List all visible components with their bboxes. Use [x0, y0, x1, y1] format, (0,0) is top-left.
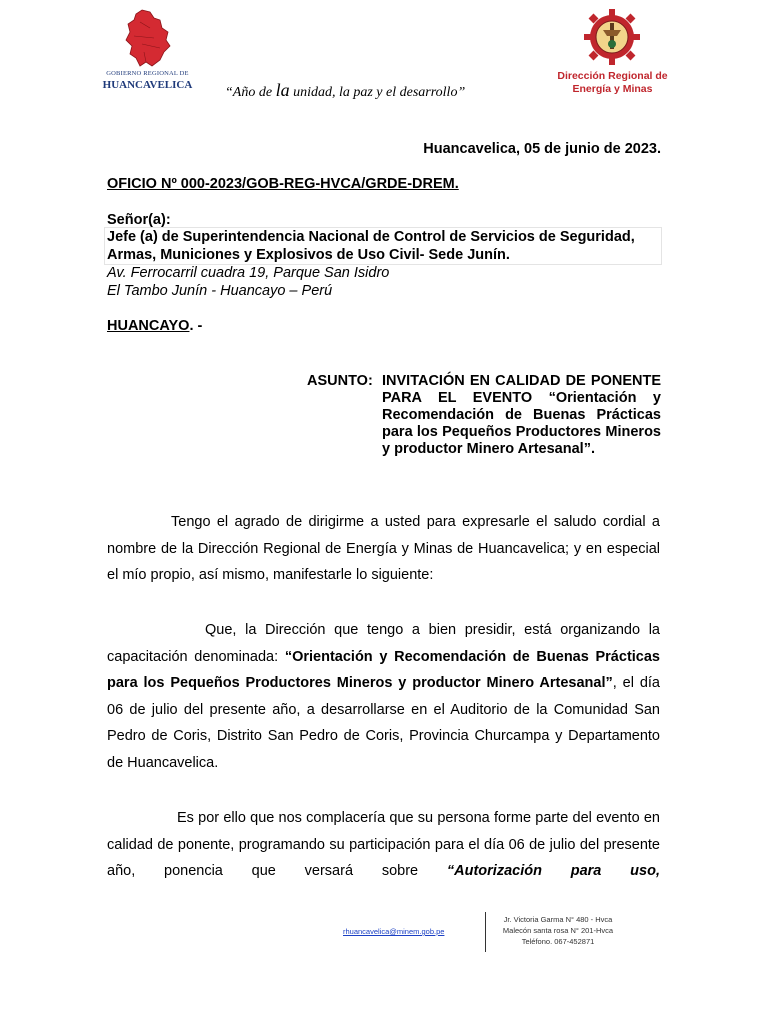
dept-name-line2: Energía y Minas — [572, 83, 653, 95]
dept-name — [555, 70, 670, 96]
city-suffix: . - — [189, 318, 203, 334]
footer-email-link[interactable]: rhuancavelica@minem.gob.pe — [343, 927, 445, 936]
motto-text-big: la — [275, 80, 290, 100]
address-line-1: Av. Ferrocarril cuadra 19, Parque San Isidro — [107, 265, 390, 281]
dept-name-line1: Dirección Regional de — [557, 70, 668, 82]
recipient-line-1: Jefe (a) de Superintendencia Nacional de Control de Servicios de Seguridad, — [107, 229, 635, 245]
gobierno-regional-logo — [100, 8, 195, 92]
huancavelica-map-icon — [120, 8, 176, 70]
paragraph-invitation-text: Es por ello que nos complacería que su persona forme parte del evento en calidad de ponente, programando su participación para el día 06 de julio del presente año, ponencia que versará sobre — [107, 810, 660, 879]
letter-date: Huancavelica, 05 de junio de 2023. — [423, 141, 661, 157]
footer-divider — [485, 912, 486, 952]
motto-text-1: “Año de — [225, 85, 276, 100]
footer-address-line-2: Malecón santa rosa N° 201-Hvca — [502, 926, 614, 935]
motto-text-2: unidad, la paz y el desarrollo” — [289, 85, 466, 100]
recipient-line-2: Armas, Municiones y Explosivos de Uso Civil- Sede Junín. — [107, 247, 510, 263]
recipient-city — [107, 318, 202, 335]
footer-phone: Teléfono. 067-452871 — [521, 937, 595, 946]
address-line-2: El Tambo Junín - Huancayo – Perú — [107, 283, 333, 299]
org-name-big: HUANCAVELICA — [102, 79, 193, 91]
paragraph-event — [107, 617, 660, 776]
paragraph-event-text-a: Que, la Dirección que tengo a bien presidir, está organizando la capacitación denominada: — [107, 622, 660, 665]
gear-emblem-icon — [583, 8, 641, 66]
footer-address-line-1: Jr. Victoria Garma N° 480 - Hvca — [503, 915, 613, 924]
talk-topic: “Autorización para uso, — [446, 863, 660, 879]
event-title: “Orientación y Recomendación de Buenas Prácticas para los Pequeños Productores Mineros y productor Minero Artesanal” — [107, 648, 660, 691]
direccion-regional-logo — [555, 8, 670, 100]
subject-label: ASUNTO: — [307, 373, 373, 389]
city-name: HUANCAYO — [107, 318, 190, 334]
paragraph-event-text-b: , el día 06 de julio del presente año, a desarrollarse en el Auditorio de la Comunidad San Pedro de Coris, Distrito San Pedro de Coris, Provincia Churcampa y Departamento de Huancavelica. — [107, 675, 660, 771]
footer-address — [493, 914, 623, 947]
paragraph-invitation — [107, 805, 660, 885]
paragraph-greeting: Tengo el agrado de dirigirme a usted para expresarle el saludo cordial a nombre de la Dirección Regional de Energía y Minas de Huancavelica; y en especial el mío propio, así mismo, manifestarle lo siguiente: — [107, 514, 660, 583]
year-motto — [225, 80, 515, 101]
oficio-reference: OFICIO Nº 000-2023/GOB-REG-HVCA/GRDE-DREM. — [107, 176, 459, 192]
subject-text: INVITACIÓN EN CALIDAD DE PONENTE PARA EL EVENTO “Orientación y Recomendación de Buenas Prácticas para los Pequeños Productores Mineros y productor Minero Artesanal”. — [382, 373, 661, 457]
org-name-small: GOBIERNO REGIONAL DE — [106, 70, 189, 77]
salutation: Señor(a): — [107, 212, 171, 228]
